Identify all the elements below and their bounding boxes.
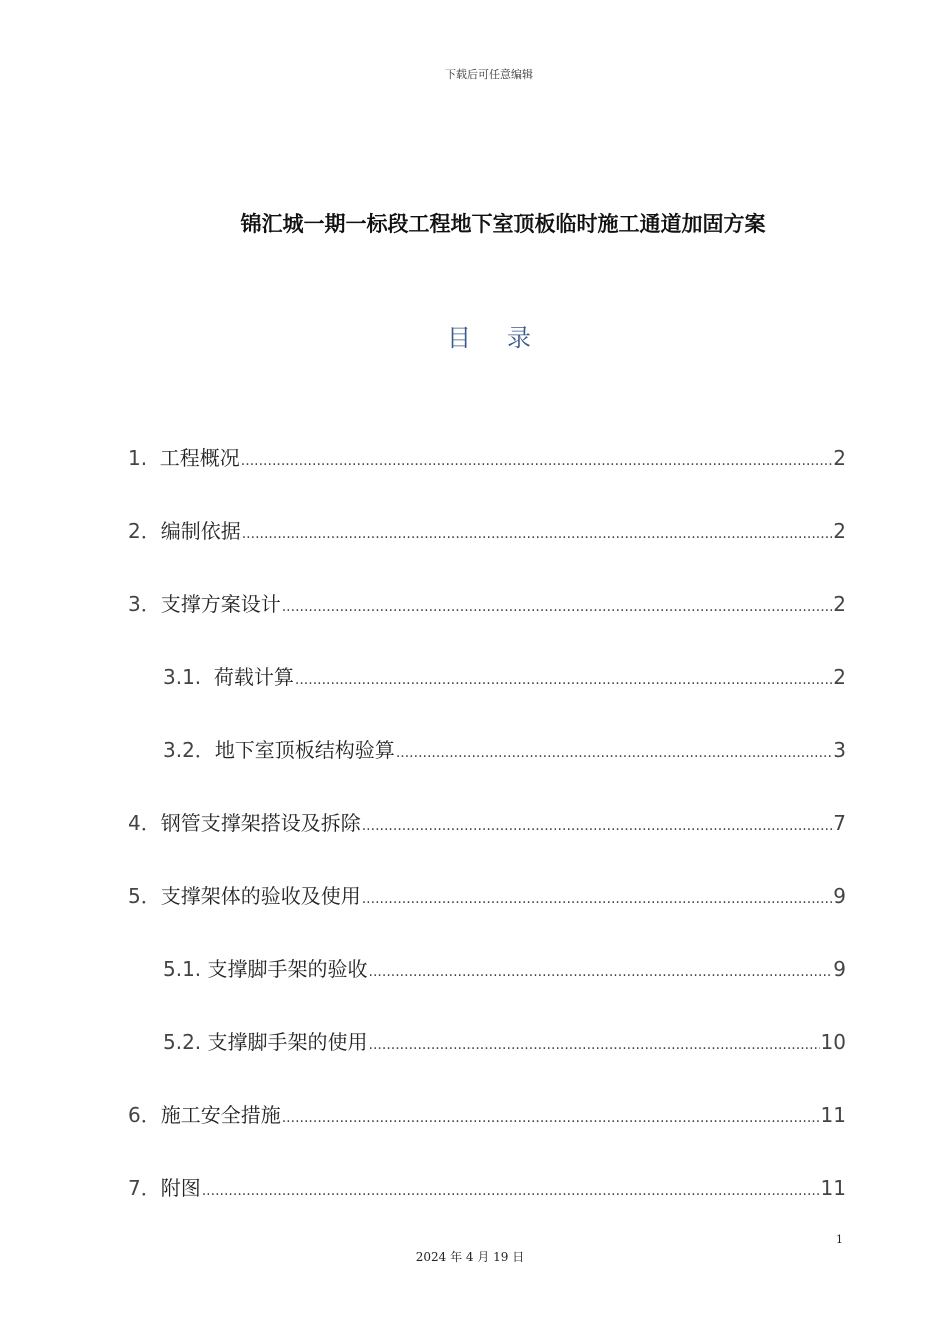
- toc-entry-page: 2: [833, 592, 846, 616]
- toc-dot-leader: [369, 964, 833, 980]
- toc-entry[interactable]: [128, 442, 846, 472]
- toc-dot-leader: [396, 745, 832, 761]
- toc-entry-number: 4．: [128, 811, 161, 835]
- toc-entry[interactable]: [128, 588, 846, 618]
- toc-entry-page: 7: [833, 811, 846, 835]
- toc-entry-number: 2．: [128, 519, 161, 543]
- toc-entry-number: 3．: [128, 592, 161, 616]
- toc-entry-label: 附图: [160, 1176, 201, 1200]
- footer-date: 2024 年 4 月 19 日: [415, 1250, 525, 1264]
- toc-entry-page: 2: [833, 519, 846, 543]
- toc-dot-leader: [242, 526, 833, 542]
- toc-entry-page: 11: [820, 1103, 846, 1127]
- toc-dot-leader: [362, 891, 833, 907]
- toc-entry-number: 5.1.: [163, 957, 208, 981]
- toc-entry[interactable]: [128, 515, 846, 545]
- toc-entry[interactable]: [163, 953, 846, 983]
- toc-entry-label: 工程概况: [159, 446, 240, 470]
- toc-entry-number: 3.1.: [163, 665, 214, 689]
- toc-dot-leader: [282, 1110, 820, 1126]
- page-number: 1: [836, 1233, 843, 1246]
- toc-entry-number: 1.: [128, 446, 160, 470]
- toc-entry[interactable]: [128, 1172, 846, 1202]
- toc-heading-right: 录: [507, 324, 531, 352]
- toc-entry-label: 荷载计算: [213, 665, 294, 689]
- toc-entry-label: 支撑脚手架的验收: [207, 957, 368, 981]
- toc-entry-number: 6．: [128, 1103, 161, 1127]
- header-note: 下载后可任意编辑: [445, 68, 533, 81]
- toc-entry[interactable]: [128, 807, 846, 837]
- toc-dot-leader: [202, 1183, 820, 1199]
- toc-entry-page: 10: [820, 1030, 846, 1054]
- toc-dot-leader: [295, 672, 832, 688]
- toc-entry-label: 支撑方案设计: [160, 592, 281, 616]
- toc-dot-leader: [241, 453, 832, 469]
- toc-entry[interactable]: [128, 880, 846, 910]
- toc-entry-page: 9: [833, 957, 846, 981]
- toc-dot-leader: [282, 599, 833, 615]
- toc-dot-leader: [362, 818, 833, 834]
- toc-entry-number: 5.2.: [163, 1030, 208, 1054]
- toc-entry-page: 11: [820, 1176, 846, 1200]
- toc-entry-label: 支撑架体的验收及使用: [160, 884, 361, 908]
- toc-entry[interactable]: [163, 734, 846, 764]
- toc-entry[interactable]: [128, 1099, 846, 1129]
- toc-entry-page: 9: [833, 884, 846, 908]
- toc-entry-label: 施工安全措施: [160, 1103, 281, 1127]
- toc-entry-label: 支撑脚手架的使用: [207, 1030, 368, 1054]
- toc-dot-leader: [369, 1037, 820, 1053]
- toc-entry-label: 钢管支撑架搭设及拆除: [160, 811, 361, 835]
- toc-entry-number: 7．: [128, 1176, 161, 1200]
- toc-entry-number: 3.2．: [163, 738, 215, 762]
- document-title: 锦汇城一期一标段工程地下室顶板临时施工通道加固方案: [240, 212, 766, 236]
- toc-entry-page: 2: [833, 665, 846, 689]
- toc-entry-label: 地下室顶板结构验算: [214, 738, 395, 762]
- toc-entry-page: 2: [833, 446, 846, 470]
- toc-entry-label: 编制依据: [160, 519, 241, 543]
- toc-entry[interactable]: [163, 1026, 846, 1056]
- toc-entry[interactable]: [163, 661, 846, 691]
- toc-entry-number: 5．: [128, 884, 161, 908]
- toc-heading: [0, 318, 950, 353]
- toc-heading-left: 目: [447, 324, 471, 352]
- toc-entry-page: 3: [833, 738, 846, 762]
